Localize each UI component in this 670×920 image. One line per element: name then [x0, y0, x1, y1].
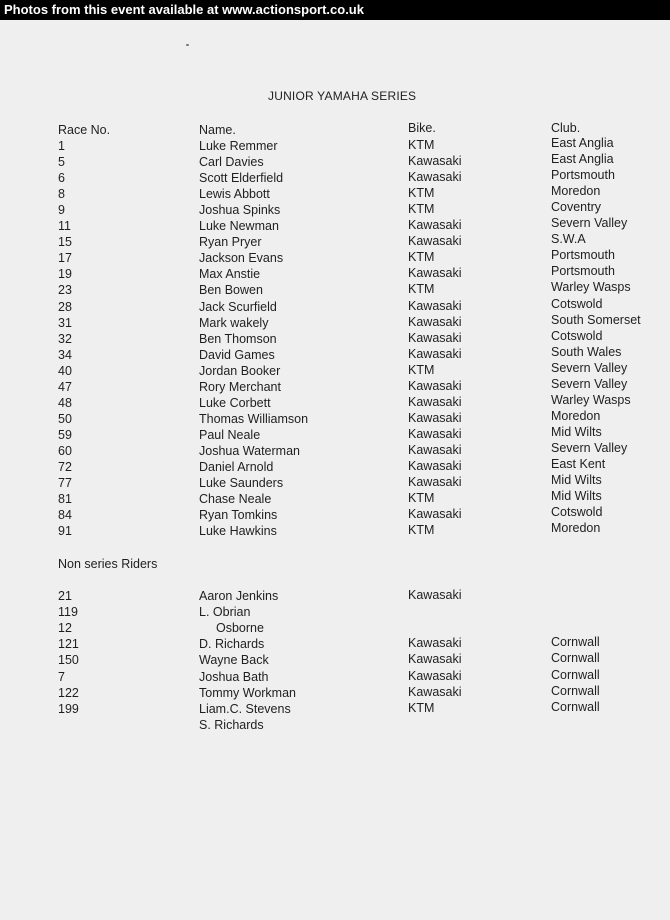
- rider-name-cell: Liam.C. Stevens: [199, 701, 291, 716]
- race-no-cell: 81: [58, 492, 72, 507]
- bike-cell: KTM: [408, 250, 435, 265]
- race-no-cell: 21: [58, 589, 72, 603]
- header-bike: Bike.: [408, 121, 436, 135]
- club-cell: South Wales: [551, 344, 622, 359]
- bike-cell: Kawasaki: [408, 378, 462, 393]
- club-cell: Mid Wilts: [551, 424, 602, 439]
- race-no-cell: 122: [58, 685, 79, 700]
- bike-cell: Kawasaki: [408, 507, 462, 522]
- race-no-cell: 8: [58, 187, 65, 202]
- bike-cell: Kawasaki: [408, 266, 462, 281]
- club-cell: East Anglia: [551, 136, 614, 150]
- race-no-cell: 50: [58, 411, 72, 426]
- header-race-no: Race No.: [58, 123, 111, 137]
- bike-cell: Kawasaki: [408, 234, 462, 249]
- club-cell: East Kent: [551, 457, 606, 471]
- bike-cell: Kawasaki: [408, 394, 462, 409]
- race-no-cell: 6: [58, 171, 65, 186]
- club-cell: Moredon: [551, 408, 601, 423]
- bike-cell: Kawasaki: [408, 668, 462, 683]
- club-cell: Warley Wasps: [551, 280, 631, 295]
- club-cell: Cotswold: [551, 296, 603, 311]
- club-cell: S.W.A: [551, 232, 586, 247]
- club-cell: Mid Wilts: [551, 489, 602, 504]
- rider-name-cell: Jack Scurfield: [199, 299, 277, 314]
- bike-cell: Kawasaki: [408, 410, 462, 425]
- club-cell: Mid Wilts: [551, 473, 602, 488]
- rider-name-cell: Chase Neale: [199, 492, 272, 507]
- race-no-cell: 12: [58, 621, 72, 636]
- bike-cell: Kawasaki: [408, 684, 462, 699]
- club-cell: East Anglia: [551, 152, 614, 167]
- race-no-cell: 28: [58, 299, 72, 314]
- club-cell: Cotswold: [551, 328, 603, 343]
- rider-name-cell: D. Richards: [199, 637, 265, 652]
- club-cell: Severn Valley: [551, 216, 628, 231]
- bike-cell: KTM: [408, 523, 435, 538]
- rider-name-cell: Scott Elderfield: [199, 171, 284, 186]
- race-no-cell: 60: [58, 443, 72, 458]
- bike-cell: Kawasaki: [408, 426, 462, 441]
- rider-name-cell: Max Anstie: [199, 267, 261, 282]
- race-no-cell: 121: [58, 637, 79, 652]
- rider-name-cell: Ben Bowen: [199, 283, 263, 298]
- club-cell: Moredon: [551, 521, 601, 536]
- race-no-cell: 59: [58, 427, 72, 442]
- race-no-cell: 150: [58, 653, 79, 668]
- bike-cell: Kawasaki: [408, 170, 462, 185]
- bike-cell: KTM: [408, 282, 435, 297]
- club-cell: Coventry: [551, 200, 602, 215]
- bike-cell: Kawasaki: [408, 442, 462, 457]
- club-cell: Cornwall: [551, 699, 600, 714]
- bike-cell: Kawasaki: [408, 218, 462, 233]
- club-cell: Severn Valley: [551, 376, 628, 391]
- rider-name-cell: Jackson Evans: [199, 251, 284, 266]
- club-cell: Moredon: [551, 184, 601, 199]
- race-no-cell: 77: [58, 476, 72, 491]
- race-no-cell: 34: [58, 347, 72, 362]
- club-cell: Severn Valley: [551, 360, 628, 375]
- club-cell: Cotswold: [551, 505, 603, 520]
- rider-name-cell: Aaron Jenkins: [199, 589, 279, 603]
- rider-name-cell: Luke Newman: [199, 219, 279, 234]
- race-no-cell: 17: [58, 251, 72, 266]
- rider-name-cell: S. Richards: [199, 717, 264, 732]
- bike-cell: KTM: [408, 491, 435, 506]
- club-cell: Cornwall: [551, 667, 600, 682]
- rider-name-cell: Ryan Pryer: [199, 235, 262, 250]
- club-cell: Severn Valley: [551, 440, 628, 455]
- page-title: JUNIOR YAMAHA SERIES: [268, 89, 417, 103]
- rider-name-cell: Luke Saunders: [199, 476, 284, 491]
- race-no-cell: 40: [58, 363, 72, 378]
- rider-name-cell: Jordan Booker: [199, 363, 281, 378]
- club-cell: Cornwall: [551, 635, 600, 650]
- rider-name-cell: Lewis Abbott: [199, 187, 270, 202]
- club-cell: Portsmouth: [551, 168, 615, 183]
- rider-name-cell: Joshua Waterman: [199, 443, 300, 458]
- race-no-cell: 199: [58, 701, 79, 716]
- rider-name-cell: Rory Merchant: [199, 379, 281, 394]
- rider-name-cell: David Games: [199, 347, 275, 362]
- rider-name-cell: Daniel Arnold: [199, 460, 274, 474]
- bike-cell: Kawasaki: [408, 652, 462, 667]
- race-no-cell: 84: [58, 508, 72, 523]
- bike-cell: Kawasaki: [408, 459, 462, 473]
- club-cell: Warley Wasps: [551, 392, 631, 407]
- rider-name-cell: Thomas Williamson: [199, 411, 309, 426]
- bike-cell: KTM: [408, 138, 435, 152]
- race-no-cell: 91: [58, 524, 72, 539]
- race-no-cell: 19: [58, 267, 72, 282]
- bike-cell: KTM: [408, 362, 435, 377]
- rider-name-cell: Osborne: [216, 621, 264, 636]
- club-cell: Cornwall: [551, 683, 600, 698]
- race-no-cell: 47: [58, 379, 72, 394]
- bike-cell: Kawasaki: [408, 314, 462, 329]
- bike-cell: Kawasaki: [408, 636, 462, 651]
- rider-name-cell: Ben Thomson: [199, 331, 277, 346]
- bike-cell: KTM: [408, 700, 435, 715]
- bike-cell: Kawasaki: [408, 475, 462, 490]
- race-no-cell: 23: [58, 283, 72, 298]
- race-no-cell: 9: [58, 203, 65, 218]
- club-cell: South Somerset: [551, 312, 641, 327]
- rider-name-cell: Mark wakely: [199, 315, 269, 330]
- race-no-cell: 119: [58, 605, 78, 620]
- header-name: Name.: [199, 123, 236, 137]
- race-no-cell: 72: [58, 460, 72, 474]
- bike-cell: Kawasaki: [408, 154, 462, 169]
- club-cell: Portsmouth: [551, 264, 615, 279]
- race-no-cell: 5: [58, 155, 65, 170]
- rider-name-cell: L. Obrian: [199, 605, 251, 620]
- bike-cell: KTM: [408, 186, 435, 201]
- race-no-cell: 11: [58, 219, 71, 234]
- rider-name-cell: Paul Neale: [199, 427, 261, 442]
- rider-name-cell: Luke Remmer: [199, 139, 278, 153]
- header-club: Club.: [551, 121, 581, 135]
- rider-name-cell: Wayne Back: [199, 653, 269, 668]
- race-no-cell: 1: [58, 139, 65, 153]
- club-cell: Portsmouth: [551, 248, 615, 263]
- rider-name-cell: Luke Corbett: [199, 395, 271, 410]
- scan-speck: [186, 44, 189, 46]
- watermark-banner: Photos from this event available at www.actionsport.co.uk: [0, 0, 670, 20]
- rider-name-cell: Joshua Spinks: [199, 203, 281, 218]
- rider-name-cell: Ryan Tomkins: [199, 508, 278, 523]
- rider-name-cell: Carl Davies: [199, 155, 264, 170]
- non-series-label: Non series Riders: [58, 557, 158, 571]
- rider-name-cell: Joshua Bath: [199, 669, 269, 684]
- rider-name-cell: Luke Hawkins: [199, 524, 277, 539]
- club-cell: Cornwall: [551, 651, 600, 666]
- race-no-cell: 15: [58, 235, 72, 250]
- rider-name-cell: Tommy Workman: [199, 685, 297, 700]
- race-no-cell: 7: [58, 669, 65, 684]
- bike-cell: Kawasaki: [408, 346, 462, 361]
- race-no-cell: 48: [58, 395, 72, 410]
- bike-cell: Kawasaki: [408, 298, 462, 313]
- bike-cell: KTM: [408, 202, 435, 217]
- race-no-cell: 32: [58, 331, 72, 346]
- bike-cell: Kawasaki: [408, 330, 462, 345]
- bike-cell: Kawasaki: [408, 588, 462, 602]
- race-no-cell: 31: [58, 315, 72, 330]
